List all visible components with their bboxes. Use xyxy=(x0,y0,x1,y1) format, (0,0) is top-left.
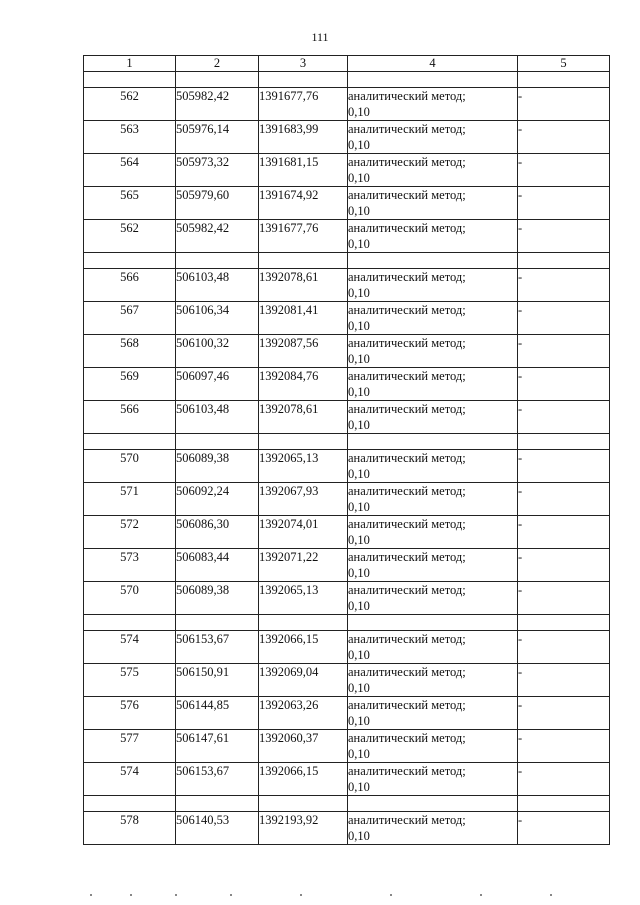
note-cell: - xyxy=(518,220,610,253)
x-coordinate-cell: 505982,42 xyxy=(176,88,259,121)
method-accuracy: 0,10 xyxy=(348,138,370,152)
x-coordinate-cell: 506144,85 xyxy=(176,697,259,730)
separator-row xyxy=(84,796,610,812)
x-coordinate-cell: 506140,53 xyxy=(176,812,259,845)
table-row xyxy=(84,450,610,483)
table-row xyxy=(84,368,610,401)
method-cell xyxy=(348,582,518,615)
table-row xyxy=(84,516,610,549)
method-cell xyxy=(348,121,518,154)
separator-row xyxy=(84,434,610,450)
method-accuracy: 0,10 xyxy=(348,747,370,761)
empty-cell xyxy=(348,434,518,450)
method-label: аналитический метод; xyxy=(348,764,466,778)
y-coordinate-cell: 1392081,41 xyxy=(259,302,348,335)
table-row xyxy=(84,302,610,335)
note-cell: - xyxy=(518,697,610,730)
empty-cell xyxy=(259,434,348,450)
method-accuracy: 0,10 xyxy=(348,648,370,662)
x-coordinate-cell: 506100,32 xyxy=(176,335,259,368)
column-header-3: 3 xyxy=(259,56,348,72)
empty-cell xyxy=(84,72,176,88)
x-coordinate-cell: 506097,46 xyxy=(176,368,259,401)
method-cell xyxy=(348,401,518,434)
empty-cell xyxy=(518,253,610,269)
table-row xyxy=(84,483,610,516)
y-coordinate-cell: 1392087,56 xyxy=(259,335,348,368)
table-row xyxy=(84,812,610,845)
point-number-cell: 566 xyxy=(84,269,176,302)
note-cell: - xyxy=(518,812,610,845)
method-cell xyxy=(348,368,518,401)
method-label: аналитический метод; xyxy=(348,221,466,235)
point-number-cell: 572 xyxy=(84,516,176,549)
method-label: аналитический метод; xyxy=(348,369,466,383)
column-header-2: 2 xyxy=(176,56,259,72)
point-number-cell: 571 xyxy=(84,483,176,516)
table-row xyxy=(84,269,610,302)
y-coordinate-cell: 1392060,37 xyxy=(259,730,348,763)
point-number-cell: 567 xyxy=(84,302,176,335)
point-number-cell: 574 xyxy=(84,763,176,796)
empty-cell xyxy=(84,796,176,812)
note-cell: - xyxy=(518,730,610,763)
point-number-cell: 563 xyxy=(84,121,176,154)
note-cell: - xyxy=(518,187,610,220)
scan-dot xyxy=(300,894,302,896)
y-coordinate-cell: 1392193,92 xyxy=(259,812,348,845)
note-cell: - xyxy=(518,154,610,187)
empty-cell xyxy=(518,615,610,631)
empty-cell xyxy=(259,72,348,88)
scan-dot xyxy=(130,894,132,896)
empty-cell xyxy=(518,434,610,450)
table-row xyxy=(84,549,610,582)
table-header-row xyxy=(84,56,610,72)
y-coordinate-cell: 1392078,61 xyxy=(259,269,348,302)
point-number-cell: 573 xyxy=(84,549,176,582)
y-coordinate-cell: 1392065,13 xyxy=(259,450,348,483)
x-coordinate-cell: 506086,30 xyxy=(176,516,259,549)
scan-dot xyxy=(230,894,232,896)
x-coordinate-cell: 506103,48 xyxy=(176,401,259,434)
y-coordinate-cell: 1392065,13 xyxy=(259,582,348,615)
method-label: аналитический метод; xyxy=(348,484,466,498)
method-label: аналитический метод; xyxy=(348,550,466,564)
y-coordinate-cell: 1392063,26 xyxy=(259,697,348,730)
point-number-cell: 568 xyxy=(84,335,176,368)
empty-cell xyxy=(176,253,259,269)
method-accuracy: 0,10 xyxy=(348,780,370,794)
empty-cell xyxy=(259,253,348,269)
method-label: аналитический метод; xyxy=(348,89,466,103)
table-row xyxy=(84,730,610,763)
note-cell: - xyxy=(518,483,610,516)
point-number-cell: 566 xyxy=(84,401,176,434)
note-cell: - xyxy=(518,335,610,368)
y-coordinate-cell: 1392074,01 xyxy=(259,516,348,549)
column-header-4: 4 xyxy=(348,56,518,72)
x-coordinate-cell: 506089,38 xyxy=(176,582,259,615)
y-coordinate-cell: 1392084,76 xyxy=(259,368,348,401)
point-number-cell: 575 xyxy=(84,664,176,697)
y-coordinate-cell: 1392069,04 xyxy=(259,664,348,697)
method-accuracy: 0,10 xyxy=(348,714,370,728)
table-row xyxy=(84,664,610,697)
method-accuracy: 0,10 xyxy=(348,681,370,695)
separator-row xyxy=(84,253,610,269)
method-accuracy: 0,10 xyxy=(348,319,370,333)
x-coordinate-cell: 506083,44 xyxy=(176,549,259,582)
note-cell: - xyxy=(518,401,610,434)
table-row xyxy=(84,88,610,121)
separator-row xyxy=(84,72,610,88)
method-cell xyxy=(348,697,518,730)
method-cell xyxy=(348,154,518,187)
point-number-cell: 562 xyxy=(84,88,176,121)
method-label: аналитический метод; xyxy=(348,336,466,350)
empty-cell xyxy=(348,253,518,269)
y-coordinate-cell: 1392071,22 xyxy=(259,549,348,582)
method-cell xyxy=(348,516,518,549)
method-accuracy: 0,10 xyxy=(348,467,370,481)
note-cell: - xyxy=(518,631,610,664)
method-cell xyxy=(348,450,518,483)
point-number-cell: 569 xyxy=(84,368,176,401)
x-coordinate-cell: 505976,14 xyxy=(176,121,259,154)
y-coordinate-cell: 1391683,99 xyxy=(259,121,348,154)
x-coordinate-cell: 506153,67 xyxy=(176,763,259,796)
method-label: аналитический метод; xyxy=(348,665,466,679)
note-cell: - xyxy=(518,302,610,335)
y-coordinate-cell: 1391677,76 xyxy=(259,220,348,253)
method-label: аналитический метод; xyxy=(348,517,466,531)
table-row xyxy=(84,121,610,154)
method-cell xyxy=(348,269,518,302)
method-accuracy: 0,10 xyxy=(348,171,370,185)
method-cell xyxy=(348,88,518,121)
method-label: аналитический метод; xyxy=(348,270,466,284)
note-cell: - xyxy=(518,664,610,697)
method-label: аналитический метод; xyxy=(348,583,466,597)
note-cell: - xyxy=(518,269,610,302)
method-label: аналитический метод; xyxy=(348,731,466,745)
x-coordinate-cell: 506106,34 xyxy=(176,302,259,335)
method-cell xyxy=(348,335,518,368)
point-number-cell: 574 xyxy=(84,631,176,664)
x-coordinate-cell: 506153,67 xyxy=(176,631,259,664)
x-coordinate-cell: 506147,61 xyxy=(176,730,259,763)
note-cell: - xyxy=(518,516,610,549)
point-number-cell: 577 xyxy=(84,730,176,763)
note-cell: - xyxy=(518,368,610,401)
method-label: аналитический метод; xyxy=(348,813,466,827)
coordinates-table xyxy=(83,55,610,845)
scan-dot xyxy=(175,894,177,896)
table-row xyxy=(84,631,610,664)
empty-cell xyxy=(176,615,259,631)
x-coordinate-cell: 505979,60 xyxy=(176,187,259,220)
y-coordinate-cell: 1392078,61 xyxy=(259,401,348,434)
empty-cell xyxy=(176,434,259,450)
empty-cell xyxy=(176,796,259,812)
method-accuracy: 0,10 xyxy=(348,385,370,399)
method-cell xyxy=(348,664,518,697)
note-cell: - xyxy=(518,763,610,796)
point-number-cell: 562 xyxy=(84,220,176,253)
method-accuracy: 0,10 xyxy=(348,204,370,218)
method-label: аналитический метод; xyxy=(348,632,466,646)
x-coordinate-cell: 506089,38 xyxy=(176,450,259,483)
point-number-cell: 565 xyxy=(84,187,176,220)
point-number-cell: 564 xyxy=(84,154,176,187)
scan-dot xyxy=(90,894,92,896)
scan-dot xyxy=(550,894,552,896)
method-accuracy: 0,10 xyxy=(348,500,370,514)
method-accuracy: 0,10 xyxy=(348,566,370,580)
x-coordinate-cell: 506092,24 xyxy=(176,483,259,516)
point-number-cell: 570 xyxy=(84,582,176,615)
method-accuracy: 0,10 xyxy=(348,286,370,300)
point-number-cell: 578 xyxy=(84,812,176,845)
table-row xyxy=(84,697,610,730)
y-coordinate-cell: 1391677,76 xyxy=(259,88,348,121)
scan-dot xyxy=(480,894,482,896)
method-accuracy: 0,10 xyxy=(348,533,370,547)
empty-cell xyxy=(518,72,610,88)
empty-cell xyxy=(84,434,176,450)
table-row xyxy=(84,154,610,187)
empty-cell xyxy=(348,615,518,631)
table-row xyxy=(84,582,610,615)
x-coordinate-cell: 505982,42 xyxy=(176,220,259,253)
y-coordinate-cell: 1392066,15 xyxy=(259,763,348,796)
method-cell xyxy=(348,549,518,582)
point-number-cell: 570 xyxy=(84,450,176,483)
method-cell xyxy=(348,730,518,763)
method-cell xyxy=(348,187,518,220)
method-cell xyxy=(348,631,518,664)
method-accuracy: 0,10 xyxy=(348,105,370,119)
note-cell: - xyxy=(518,450,610,483)
empty-cell xyxy=(84,615,176,631)
table-row xyxy=(84,763,610,796)
empty-cell xyxy=(348,72,518,88)
method-label: аналитический метод; xyxy=(348,188,466,202)
method-cell xyxy=(348,302,518,335)
column-header-1: 1 xyxy=(84,56,176,72)
method-accuracy: 0,10 xyxy=(348,352,370,366)
y-coordinate-cell: 1392066,15 xyxy=(259,631,348,664)
method-accuracy: 0,10 xyxy=(348,418,370,432)
x-coordinate-cell: 506103,48 xyxy=(176,269,259,302)
note-cell: - xyxy=(518,582,610,615)
method-label: аналитический метод; xyxy=(348,303,466,317)
table-row xyxy=(84,187,610,220)
note-cell: - xyxy=(518,549,610,582)
table-row xyxy=(84,401,610,434)
y-coordinate-cell: 1391674,92 xyxy=(259,187,348,220)
method-accuracy: 0,10 xyxy=(348,829,370,843)
method-label: аналитический метод; xyxy=(348,402,466,416)
empty-cell xyxy=(518,796,610,812)
method-label: аналитический метод; xyxy=(348,451,466,465)
method-cell xyxy=(348,812,518,845)
scan-artifacts xyxy=(90,892,570,898)
empty-cell xyxy=(176,72,259,88)
column-header-5: 5 xyxy=(518,56,610,72)
method-label: аналитический метод; xyxy=(348,698,466,712)
x-coordinate-cell: 506150,91 xyxy=(176,664,259,697)
note-cell: - xyxy=(518,121,610,154)
method-cell xyxy=(348,763,518,796)
empty-cell xyxy=(259,615,348,631)
empty-cell xyxy=(259,796,348,812)
y-coordinate-cell: 1391681,15 xyxy=(259,154,348,187)
method-accuracy: 0,10 xyxy=(348,599,370,613)
separator-row xyxy=(84,615,610,631)
method-cell xyxy=(348,220,518,253)
y-coordinate-cell: 1392067,93 xyxy=(259,483,348,516)
method-accuracy: 0,10 xyxy=(348,237,370,251)
table-row xyxy=(84,220,610,253)
method-cell xyxy=(348,483,518,516)
note-cell: - xyxy=(518,88,610,121)
method-label: аналитический метод; xyxy=(348,122,466,136)
empty-cell xyxy=(84,253,176,269)
point-number-cell: 576 xyxy=(84,697,176,730)
x-coordinate-cell: 505973,32 xyxy=(176,154,259,187)
page-number: 111 xyxy=(311,30,329,44)
empty-cell xyxy=(348,796,518,812)
scan-dot xyxy=(390,894,392,896)
table-row xyxy=(84,335,610,368)
method-label: аналитический метод; xyxy=(348,155,466,169)
